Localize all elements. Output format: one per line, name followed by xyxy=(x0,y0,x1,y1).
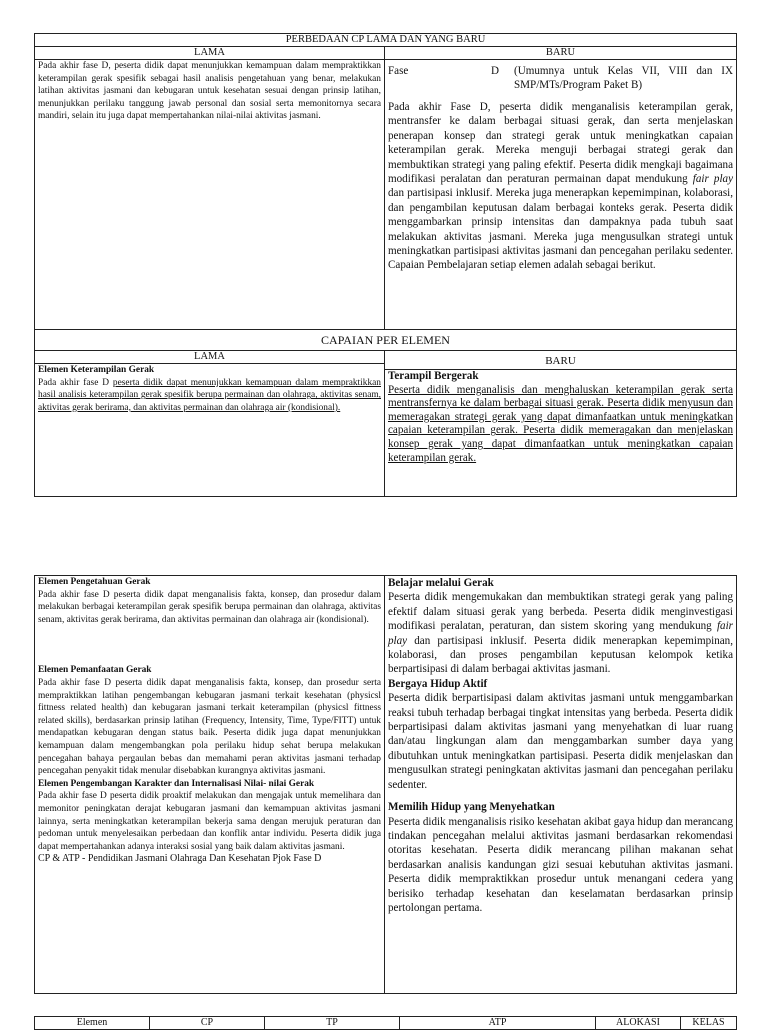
elemen-pemanfaatan-text: Pada akhir fase D peserta didik dapat menganalisis fakta, konsep, dan prosedur serta mempraktikkan latihan pengembangan kebugaran jasmani terkait kesehatan (physicsl fittness related health) dan kebugaran jasmani terkait keterampilan (physicsl fittness related skills), berdasarkan prinsip latihan (Frequency, Intensity, Time, Type/FITT) untuk mendapatkan kebugaran dengan status baik. Peserta didik juga dapat menunjukkan kemampuan dalam mengembangkan pola perilaku hidup sehat berupa melakukan pencegahan bahaya pergaulan bebas dan memahami peran aktivitas jasmani terhadap pencegahan penyakit tidak menular disebabkan kurangnya aktivitas jasmani. xyxy=(38,677,381,777)
elemen-pengetahuan-text: Pada akhir fase D peserta didik dapat menganalisis fakta, konsep, dan prosedur dalam melakukan berbagai keterampilan gerak spesifik berupa permainan dan olahraga, aktivitas senam, aktivitas gerak berirama, dan aktivitas permainan dan olahraga air (kondisional). xyxy=(38,589,381,625)
terampil-bergerak-text: Peserta didik menganalisis dan menghaluskan keterampilan gerak serta mentransfernya ke dalam berbagai situasi gerak. Peserta didik menyusun dan memeragakan strategi gerak yang dapat dimanfaatkan untuk meningkatkan capaian keterampilan gerak. Peserta didik memeragakan dan menjelaskan konsep gerak yang dapat dimanfaatkan untuk meningkatkan capaian keterampilan gerak. xyxy=(388,383,733,464)
elemen-karakter-title: Elemen Pengembangan Karakter dan Internalisasi Nilai- nilai Gerak xyxy=(38,778,315,789)
cp-lama-text: Pada akhir fase D, peserta didik dapat menunjukkan kemampuan dalam mempraktikkan keterampilan gerak spesifik sebagai hasil analisis pengetahuan yang benar, melakukan latihan aktivitas jasmani dan kebugaran untuk kesehatan sesuai dengan prinsip latihan, menunjukkan perilaku tanggung jawab personal dan sosial serta memonitornya secara mandiri, selain itu juga dapat mempertahankan nilai-nilai aktivitas jasmani. xyxy=(35,60,385,330)
terampil-bergerak-title: Terampil Bergerak xyxy=(388,370,479,382)
column-header-baru: BARU xyxy=(385,47,737,60)
hidup-aktif-title: Bergaya Hidup Aktif xyxy=(388,677,488,690)
column-header-lama: LAMA xyxy=(35,47,385,60)
elemen-keterampilan-underlined: peserta didik dapat menunjukkan kemampuan dalam mempraktikkan hasil analisis keterampilan gerak spesifik berupa permainan dan olahraga, aktivitas senam, aktivitas gerak berirama, dan aktivitas permainan dan olahraga air (kondisional). xyxy=(38,377,381,413)
elemen-karakter-text: Pada akhir fase D peserta didik proaktif melakukan dan mengajak untuk memelihara dan memonitor peningkatan derajat kebugaran jasmani dan kemampuan aktivitas jasmani lainnya, serta meningkatkan keterampilan bekerja sama dengan merujuk peraturan dan pedoman untuk menyelesaikan perbedaan dan konflik antar individu. Peserta didik juga dapat mempertahankan adanya interaksi sosial yang baik dalam aktivitas jasmani. xyxy=(38,791,381,852)
cp-baru-text-part2: dan partisipasi inklusif. Mereka juga menerapkan kepemimpinan, kolaborasi, dan pengambilan keputusan dalam berbagai konteks gerak. Peserta didik menggambarkan prinsip intensitas dan dampaknya pada tubuh saat melakukan aktivitas jasmani. Mereka juga mengusulkan strategi untuk meningkatkan partisipasi aktivitas jasmani dan pencegahan perilaku sedenter. Capaian Pembelajaran setiap elemen adalah sebagai berikut. xyxy=(388,187,733,272)
header-kelas: KELAS xyxy=(681,1017,737,1030)
elemen-lama-list xyxy=(35,576,385,994)
document-footer: CP & ATP - Pendidikan Jasmani Olahraga Dan Kesehatan Pjok Fase D xyxy=(38,853,322,865)
cp-baru-text-part1: Pada akhir Fase D, peserta didik menganalisis keterampilan gerak, mentransfer ke dalam berbagai situasi gerak, dan serta menjelaskan penerapan konsep dan strategi gerak untuk meningkatkan capaian keterampilan gerak. Mereka menguji berbagai strategi gerak dan membuktikan strategi yang paling efektif. Peserta didik mengkaji bagaimana modifikasi peralatan dan peraturan permainan dapat mendukung xyxy=(388,101,733,186)
fase-row xyxy=(388,64,733,92)
elemen-baru-list xyxy=(385,576,737,994)
header-elemen: Elemen xyxy=(35,1017,150,1030)
hidup-aktif-text: Peserta didik berpartisipasi dalam aktivitas jasmani untuk menggambarkan reaksi tubuh terhadap berbagai tingkat intensitas yang berbeda. Peserta didik berpartisipasi dalam aktivitas jasmani yang menyehatkan di luar ruang dan/atau lingkungan alam dan menggambarkan sumber daya yang dibutuhkan untuk meningkatkan partisipasi. Peserta didik menjelaskan dan mengusulkan strategi peningkatan aktivitas jasmani dan pencegahan perilaku sedenter. xyxy=(388,692,733,791)
header-tp: TP xyxy=(265,1017,400,1030)
elemen-lama-cell xyxy=(35,351,385,497)
elemen-baru-cell xyxy=(385,351,737,497)
belajar-gerak-part2: dan partisipasi inklusif. Peserta didik menerapkan kepemimpinan, kolaborasi, dan proses pengambilan keputusan kelompok ketika berpartisipasi di dalam berbagai aktivitas jasmani. xyxy=(388,634,733,676)
section-title: CAPAIAN PER ELEMEN xyxy=(35,330,737,351)
cp-baru-cell xyxy=(385,60,737,330)
table-title: PERBEDAAN CP LAMA DAN YANG BARU xyxy=(35,34,737,47)
fase-description: (Umumnya untuk Kelas VII, VIII dan IX SMP/MTs/Program Paket B) xyxy=(514,65,733,91)
fase-value: D xyxy=(490,65,499,77)
fair-play-italic: fair play xyxy=(692,173,734,186)
header-atp: ATP xyxy=(400,1017,596,1030)
elemen-pemanfaatan-title: Elemen Pemanfaatan Gerak xyxy=(38,665,152,676)
header-alokasi: ALOKASI xyxy=(596,1017,681,1030)
fair-play-italic-2: fair play xyxy=(388,620,733,647)
elemen-pengetahuan-title: Elemen Pengetahuan Gerak xyxy=(38,577,151,587)
column-header-baru-2: BARU xyxy=(385,351,736,370)
belajar-gerak-part1: Peserta didik mengemukakan dan membuktikan strategi gerak yang paling efektif dalam situasi gerak yang berbeda. Peserta didik menginvestigasi modifikasi peralatan, peraturan, dan sistem skoring yang mendukung xyxy=(388,591,733,633)
elemen-keterampilan-title: Elemen Keterampilan Gerak xyxy=(38,365,155,375)
header-cp: CP xyxy=(150,1017,265,1030)
atp-table xyxy=(34,1016,737,1030)
belajar-gerak-title: Belajar melalui Gerak xyxy=(388,577,494,589)
cp-baru-text xyxy=(388,100,733,277)
fase-label: Fase xyxy=(388,65,409,77)
elemen-keterampilan-text xyxy=(38,377,381,415)
hidup-sehat-text: Peserta didik menganalisis risiko kesehatan akibat gaya hidup dan merancang tindakan pencegahan melalui aktivitas jasmani berdasarkan rekomendasi otoritas kesehatan. Peserta didik merancang pilihan makanan sehat berdasarkan analisis kandungan gizi sesuai kebutuhan aktivitas jasmani. Peserta didik mempraktikkan prosedur untuk menangani cedera yang berisiko terhadap kesehatan dan keselamatan berdasarkan prinsip pertolongan pertama. xyxy=(388,815,733,914)
column-header-lama-2: LAMA xyxy=(35,351,384,364)
belajar-gerak-text xyxy=(388,590,733,676)
elements-table xyxy=(34,575,737,994)
comparison-table xyxy=(34,33,737,497)
elemen-keterampilan-prefix: Pada akhir fase D xyxy=(38,377,113,388)
hidup-sehat-title: Memilih Hidup yang Menyehatkan xyxy=(388,801,555,814)
